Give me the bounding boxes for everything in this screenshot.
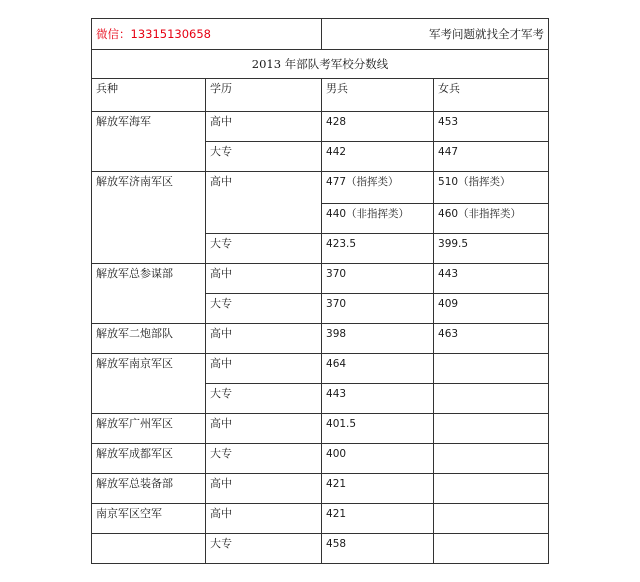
branch-cell: 解放军二炮部队 bbox=[92, 324, 206, 354]
branch-cell: 解放军海军 bbox=[92, 112, 206, 172]
table-row bbox=[92, 534, 549, 564]
title-row bbox=[92, 50, 549, 79]
education-cell: 高中 bbox=[206, 474, 322, 504]
female-score-cell: 399.5 bbox=[434, 234, 549, 264]
column-header-education: 学历 bbox=[206, 79, 322, 112]
table-row bbox=[92, 444, 549, 474]
table-row bbox=[92, 474, 549, 504]
header-row bbox=[92, 19, 549, 50]
column-header-female: 女兵 bbox=[434, 79, 549, 112]
male-score-cell: 443 bbox=[322, 384, 434, 414]
male-score-cell: 423.5 bbox=[322, 234, 434, 264]
column-header-row bbox=[92, 79, 549, 112]
score-table bbox=[91, 18, 549, 564]
male-score-cell: 421 bbox=[322, 504, 434, 534]
table-row bbox=[92, 264, 549, 294]
male-score-cell: 370 bbox=[322, 294, 434, 324]
branch-cell: 解放军广州军区 bbox=[92, 414, 206, 444]
education-cell: 高中 bbox=[206, 504, 322, 534]
male-score-cell: 477（指挥类） bbox=[322, 172, 434, 204]
education-cell: 高中 bbox=[206, 112, 322, 142]
education-cell: 大专 bbox=[206, 384, 322, 414]
male-score-cell: 428 bbox=[322, 112, 434, 142]
male-score-cell: 440（非指挥类） bbox=[322, 204, 434, 234]
column-header-male: 男兵 bbox=[322, 79, 434, 112]
branch-cell: 解放军总参谋部 bbox=[92, 264, 206, 324]
female-score-cell bbox=[434, 414, 549, 444]
male-score-cell: 421 bbox=[322, 474, 434, 504]
education-cell: 高中 bbox=[206, 324, 322, 354]
contact-label: 微信： bbox=[96, 27, 131, 41]
table-row bbox=[92, 504, 549, 534]
female-score-cell: 409 bbox=[434, 294, 549, 324]
female-score-cell: 463 bbox=[434, 324, 549, 354]
education-cell: 高中 bbox=[206, 414, 322, 444]
brand-slogan: 军考问题就找全才军考 bbox=[322, 19, 549, 50]
education-cell: 高中 bbox=[206, 172, 322, 234]
score-sheet bbox=[91, 18, 548, 564]
education-cell: 大专 bbox=[206, 294, 322, 324]
branch-cell bbox=[92, 534, 206, 564]
female-score-cell: 443 bbox=[434, 264, 549, 294]
branch-cell: 南京军区空军 bbox=[92, 504, 206, 534]
education-cell: 大专 bbox=[206, 142, 322, 172]
education-cell: 大专 bbox=[206, 444, 322, 474]
column-header-branch: 兵种 bbox=[92, 79, 206, 112]
branch-cell: 解放军成都军区 bbox=[92, 444, 206, 474]
female-score-cell bbox=[434, 534, 549, 564]
female-score-cell bbox=[434, 354, 549, 384]
male-score-cell: 401.5 bbox=[322, 414, 434, 444]
female-score-cell bbox=[434, 384, 549, 414]
male-score-cell: 442 bbox=[322, 142, 434, 172]
table-row bbox=[92, 414, 549, 444]
table-row bbox=[92, 172, 549, 204]
table-row bbox=[92, 324, 549, 354]
contact-cell bbox=[92, 19, 322, 50]
male-score-cell: 400 bbox=[322, 444, 434, 474]
female-score-cell bbox=[434, 444, 549, 474]
education-cell: 大专 bbox=[206, 234, 322, 264]
female-score-cell: 453 bbox=[434, 112, 549, 142]
table-title: 2013 年部队考军校分数线 bbox=[92, 50, 549, 79]
female-score-cell bbox=[434, 474, 549, 504]
female-score-cell: 510（指挥类） bbox=[434, 172, 549, 204]
branch-cell: 解放军南京军区 bbox=[92, 354, 206, 414]
female-score-cell: 460（非指挥类） bbox=[434, 204, 549, 234]
male-score-cell: 464 bbox=[322, 354, 434, 384]
education-cell: 高中 bbox=[206, 264, 322, 294]
male-score-cell: 458 bbox=[322, 534, 434, 564]
education-cell: 大专 bbox=[206, 534, 322, 564]
table-row bbox=[92, 112, 549, 142]
male-score-cell: 370 bbox=[322, 264, 434, 294]
male-score-cell: 398 bbox=[322, 324, 434, 354]
female-score-cell bbox=[434, 504, 549, 534]
branch-cell: 解放军济南军区 bbox=[92, 172, 206, 264]
contact-number: 13315130658 bbox=[130, 27, 211, 41]
branch-cell: 解放军总装备部 bbox=[92, 474, 206, 504]
education-cell: 高中 bbox=[206, 354, 322, 384]
table-row bbox=[92, 354, 549, 384]
female-score-cell: 447 bbox=[434, 142, 549, 172]
